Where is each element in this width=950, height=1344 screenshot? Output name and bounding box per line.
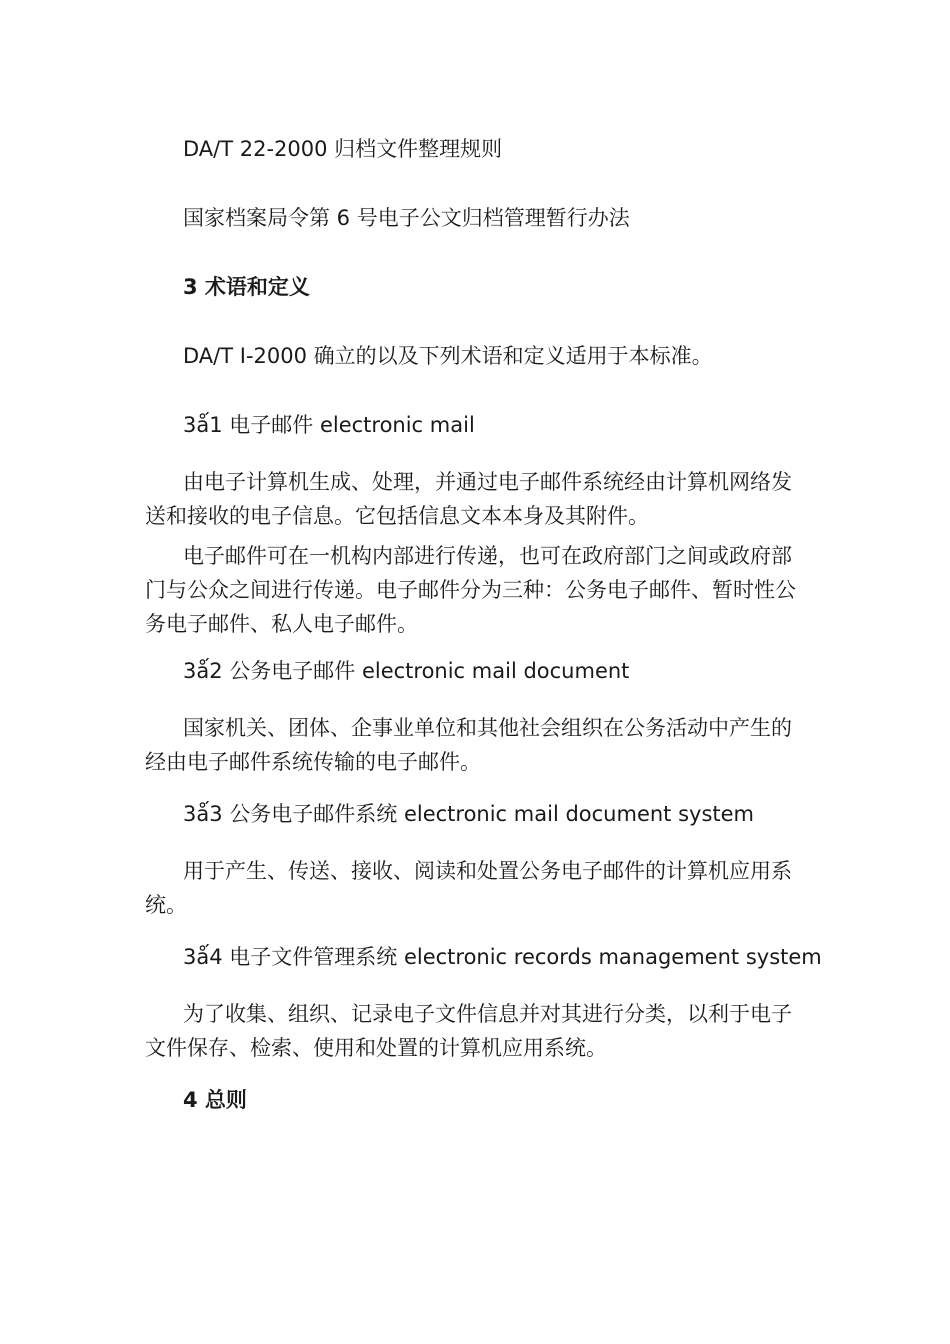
reference-decree-6: 国家档案局令第 6 号电子公文归档管理暂行办法	[183, 206, 630, 230]
term-3-1-definition: 由电子计算机生成、处理，并通过电子邮件系统经由计算机网络发送和接收的电子信息。它包括信息文本本身及其附件。	[145, 470, 792, 528]
term-3-1-note: 电子邮件可在一机构内部进行传递，也可在政府部门之间或政府部门与公众之间进行传递。电子邮件分为三种：公务电子邮件、暂时性公务电子邮件、私人电子邮件。	[145, 544, 796, 636]
term-3-1-heading: 3ǻ1 电子邮件 electronic mail	[183, 413, 475, 437]
section-3-heading: 3 术语和定义	[183, 275, 310, 299]
term-3-2-definition: 国家机关、团体、企事业单位和其他社会组织在公务活动中产生的经由电子邮件系统传输的电子邮件。	[145, 716, 792, 774]
section-3-intro: DA/T I-2000 确立的以及下列术语和定义适用于本标准。	[183, 344, 713, 368]
reference-da-t-22-2000: DA/T 22-2000 归档文件整理规则	[183, 137, 503, 161]
term-3-3-definition: 用于产生、传送、接收、阅读和处置公务电子邮件的计算机应用系统。	[145, 859, 792, 917]
term-3-2-heading: 3ǻ2 公务电子邮件 electronic mail document	[183, 659, 630, 683]
term-3-3-heading: 3ǻ3 公务电子邮件系统 electronic mail document system	[183, 802, 754, 826]
term-3-4-definition: 为了收集、组织、记录电子文件信息并对其进行分类，以利于电子文件保存、检索、使用和处置的计算机应用系统。	[145, 1002, 792, 1060]
section-4-heading: 4 总则	[183, 1088, 247, 1112]
term-3-4-heading: 3ǻ4 电子文件管理系统 electronic records management system	[183, 945, 822, 969]
